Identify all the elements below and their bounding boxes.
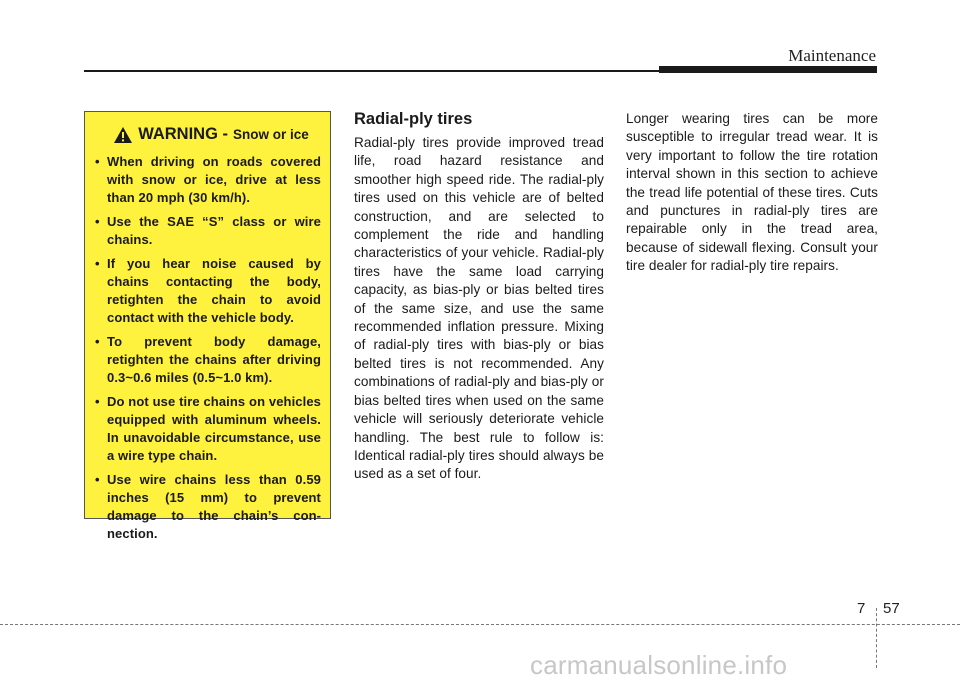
warning-item: • When driving on roads covered with snow or ice, drive at less than 20 mph (30 km/h). [95,153,321,207]
warning-triangle-icon [113,126,133,144]
warning-heading [101,125,321,144]
warning-item: • To prevent body damage, retighten the chains after driving 0.3~0.6 miles (0.5~1.0 km). [95,333,321,387]
watermark: carmanualsonline.info [530,650,788,680]
warning-item: • Use wire chains less than 0.59 inches (15 mm) to prevent damage to the chain’s connection. [95,471,321,543]
warning-list [95,153,321,543]
warning-label: WARNING - [138,125,229,143]
warning-item: • Do not use tire chains on vehicles equipped with aluminum wheels. In unavoidable circumstance, use a wire type chain. [95,393,321,465]
chapter-number: 7 [857,600,866,617]
page-header-title: Maintenance [788,46,876,65]
warning-item: • Use the SAE “S” class or wire chains. [95,213,321,249]
warning-item: • If you hear noise caused by chains contacting the body, retighten the chain to avoid contact with the vehicle body. [95,255,321,327]
page-number: 57 [883,600,900,617]
warning-box [84,111,331,541]
header-rule [84,70,664,72]
footer-rule [0,624,960,625]
section-title: Radial-ply tires [354,110,473,128]
header-rule-accent [659,66,877,73]
warning-subtitle: Snow or ice [233,127,309,142]
body-paragraph: Longer wearing tires can be more susceptible to irregular tread wear. It is very important to follow the tire rotation interval shown in this section to achieve the tread life potential of these tires. Cuts and punctures in radial-ply tires are repairable only in the tread area, because of sidewall flexing. Consult your tire dealer for radial-ply tire repairs. [626,111,878,274]
footer-divider [876,608,877,668]
body-paragraph: Radial-ply tires provide improved tread life, road hazard resistance and smoother high speed ride. The radial-ply tires used on this vehicle are of belted construction, and are selected to complement the ride and handling characteristics of your vehicle. Radial-ply tires have the same load carrying capacity, as bias-ply or bias belted tires of the same size, and use the same recommended inflation pressure. Mixing of radial-ply tires with bias-ply or bias belted tires is not recommended. Any combinations of radial-ply and bias-ply or bias belted tires when used on the same vehicle will seriously deteriorate vehicle handling. The best rule to follow is: Identical radial-ply tires should always be used as a set of four. [354,135,604,482]
